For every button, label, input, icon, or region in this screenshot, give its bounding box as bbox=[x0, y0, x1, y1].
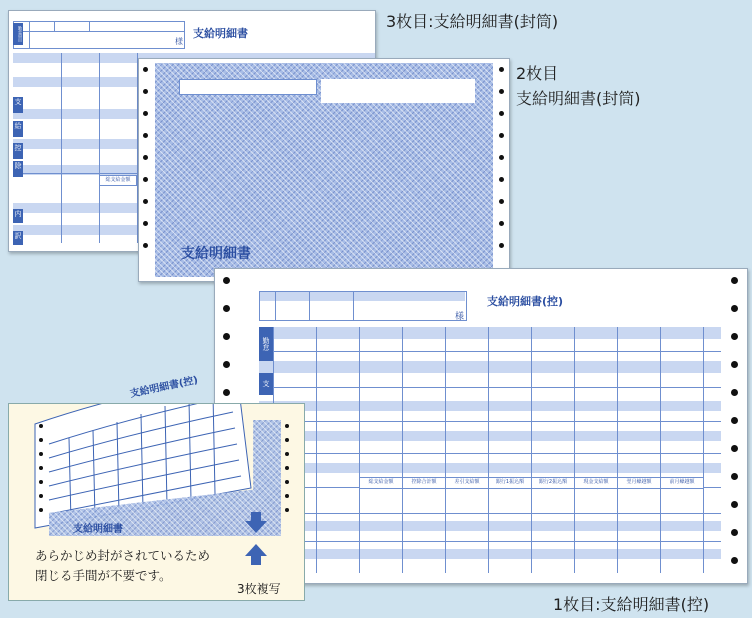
sheet3-side-label-4: 除 bbox=[13, 161, 23, 177]
subtotal-label: 銀行2振込額 bbox=[531, 477, 575, 489]
sheet3-title: 支給明細書 bbox=[193, 27, 248, 40]
sheet1-grid bbox=[259, 327, 721, 573]
sheet2-window-right bbox=[321, 79, 475, 103]
sheet3-side-label-2: 給 bbox=[13, 121, 23, 137]
arrow-down-icon bbox=[245, 512, 267, 534]
inset-copy-label: 3枚複写 bbox=[237, 582, 281, 596]
sheet2-title: 支給明細書 bbox=[181, 246, 251, 262]
inset-lower-title: 支給明細書 bbox=[73, 524, 123, 535]
sheet1-side-label-1: 支 bbox=[259, 373, 273, 395]
sheet3-side-label-1: 支 bbox=[13, 97, 23, 113]
sheet3-side-label-0: 勤怠項目 bbox=[13, 23, 23, 45]
subtotal-label: 控除合計額 bbox=[402, 477, 446, 489]
inset-curved-title: 支給明細書(控) bbox=[129, 374, 199, 401]
subtotal-label: 銀行1振込額 bbox=[488, 477, 532, 489]
sheet3-caption: 3枚目:支給明細書(封筒) bbox=[386, 12, 559, 31]
sheet1-side-label-0: 勤怠 bbox=[259, 327, 273, 361]
inset-note-line1: あらかじめ封がされているため bbox=[35, 548, 211, 563]
sheet3-side-label-5: 内 bbox=[13, 209, 23, 223]
sheet2-caption-line1: 2枚目 bbox=[516, 64, 559, 83]
subtotal-label: 総支給金額 bbox=[359, 477, 403, 489]
sheet3-sama: 様 bbox=[175, 37, 183, 46]
sheet1-caption: 1枚目:支給明細書(控) bbox=[553, 595, 710, 614]
sheet2-window-left bbox=[179, 79, 317, 95]
sheet3-header-box bbox=[13, 21, 185, 49]
subtotal-label: 現金支給額 bbox=[574, 477, 618, 489]
arrow-up-icon bbox=[245, 544, 267, 566]
sheet2-caption-line2: 支給明細書(封筒) bbox=[516, 89, 641, 108]
sheet2-form bbox=[138, 58, 510, 282]
sheet1-sama: 様 bbox=[455, 312, 465, 322]
inset-panel bbox=[8, 374, 305, 601]
subtotal-label: 差引支給額 bbox=[445, 477, 489, 489]
sheet3-side-label-6: 訳 bbox=[13, 231, 23, 245]
subtotal-label: 翌月繰越額 bbox=[617, 477, 661, 489]
subtotal-label: 前月繰越額 bbox=[660, 477, 704, 489]
sheet3-side-label-3: 控 bbox=[13, 143, 23, 159]
sheet3-sub-total-label: 総支給金額 bbox=[99, 175, 137, 186]
inset-note-line2: 閉じる手間が不要です。 bbox=[35, 568, 172, 583]
sheet1-title: 支給明細書(控) bbox=[487, 295, 564, 308]
